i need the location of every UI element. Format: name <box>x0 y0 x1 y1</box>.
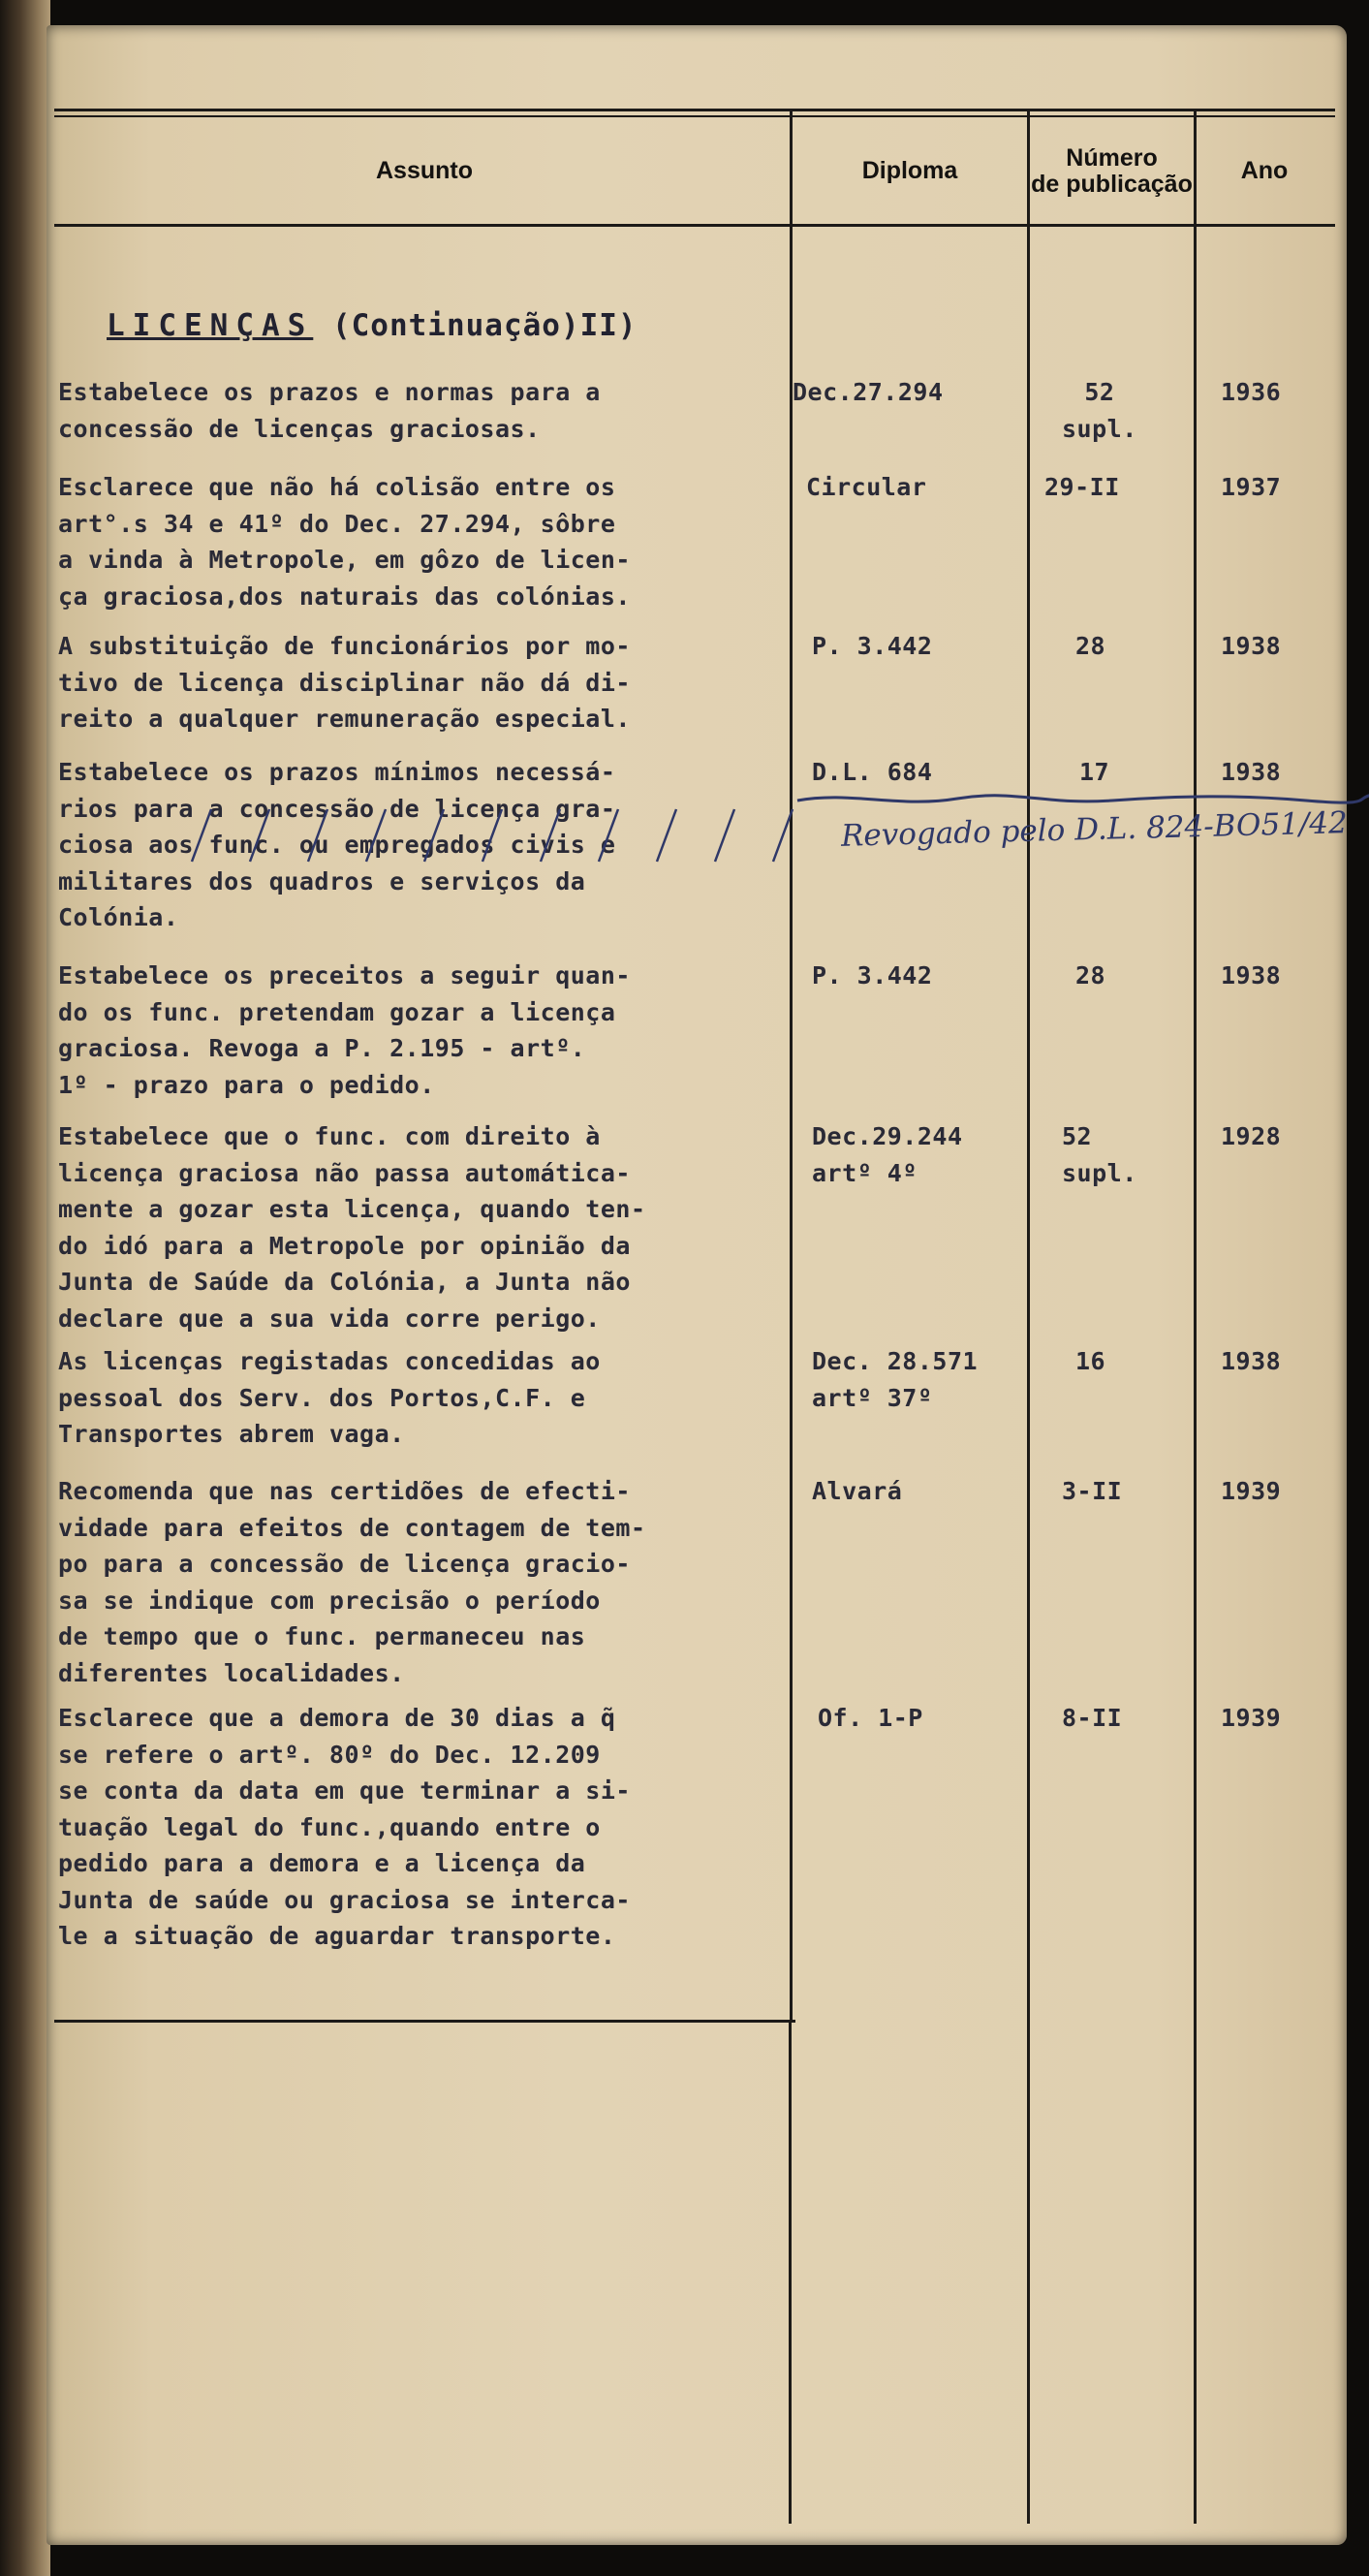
entry-2-year: 1937 <box>1221 473 1282 501</box>
section-title-main: LICENÇAS <box>107 308 314 343</box>
entry-6-diploma: Dec.29.244 artº 4º <box>812 1122 963 1187</box>
entry-4-year: 1938 <box>1221 758 1282 786</box>
header-diploma: Diploma <box>861 156 958 184</box>
section-title-suffix: (Continuação)II) <box>313 308 638 343</box>
header-publication-number: Número de publicação <box>1031 144 1193 198</box>
entry-3-diploma: P. 3.442 <box>812 632 933 660</box>
entry-8-year: 1939 <box>1221 1477 1282 1505</box>
entry-3-subject: A substituição de funcionários por mo- tivo de licença disciplinar não dá di- reito a qualquer remuneração especial. <box>58 632 631 733</box>
ledger-page <box>47 25 1347 2545</box>
entry-6-year: 1928 <box>1221 1122 1282 1150</box>
entry-9-publication: 8-II <box>1062 1704 1123 1732</box>
entry-9-diploma: Of. 1-P <box>818 1704 923 1732</box>
column-rule-diploma <box>789 2020 792 2524</box>
column-rule-number <box>1027 110 1030 2524</box>
entry-7-year: 1938 <box>1221 1347 1282 1375</box>
entry-7-publication: 16 <box>1075 1347 1106 1375</box>
entry-1-subject: Estabelece os prazos e normas para a concessão de licenças graciosas. <box>58 378 601 443</box>
column-rule-year <box>1194 110 1197 2524</box>
top-rule-2 <box>54 115 1335 117</box>
entry-5-publication: 28 <box>1075 961 1106 990</box>
entry-9-year: 1939 <box>1221 1704 1282 1732</box>
entry-6-publication: 52 supl. <box>1062 1122 1137 1187</box>
entry-8-publication: 3-II <box>1062 1477 1123 1505</box>
entry-1-year: 1936 <box>1221 378 1282 406</box>
entry-7-diploma: Dec. 28.571 artº 37º <box>812 1347 979 1412</box>
entry-1-diploma: Dec.27.294 <box>793 378 944 406</box>
entry-2-publication: 29-II <box>1044 473 1120 501</box>
book-spine <box>0 0 50 2576</box>
section-title <box>107 308 638 343</box>
handwritten-revocation-note: Revogado pelo D.L. 824-BO51/42 <box>840 805 1349 854</box>
entry-6-subject: Estabelece que o func. com direito à licença graciosa não passa automática- mente a gozar esta licença, quando ten- do idó para a Metropole por opinião da Junta de Saúde da Colónia, a Junta não declare que a sua vida corre perigo. <box>58 1122 646 1333</box>
entry-8-diploma: Alvará <box>812 1477 903 1505</box>
header-bottom-rule <box>54 224 1335 227</box>
top-rule <box>54 109 1335 111</box>
body-bottom-rule <box>54 2020 795 2023</box>
entry-2-subject: Esclarece que não há colisão entre os art°.s 34 e 41º do Dec. 27.294, sôbre a vinda à Metropole, em gôzo de licen- ça graciosa,dos naturais das colónias. <box>58 473 631 611</box>
entry-9-subject: Esclarece que a demora de 30 dias a q̃ se refere o artº. 80º do Dec. 12.209 se conta da data em que terminar a si- tuação legal do func.,quando entre o pedido para a demora e a licença da Junta de saúde ou graciosa se interca- le a situação de aguardar transporte. <box>58 1704 631 1950</box>
entry-2-diploma: Circular <box>806 473 927 501</box>
entry-4-publication: 17 <box>1079 758 1110 786</box>
entry-4-subject: Estabelece os prazos mínimos necessá- rios para a concessão de licença gra- ciosa aos func. ou empregados civis e militares dos quadros e serviços da Colónia. <box>58 758 616 931</box>
cancellation-hatching <box>105 805 802 864</box>
entry-5-subject: Estabelece os preceitos a seguir quan- do os func. pretendam gozar a licença graciosa. Revoga a P. 2.195 - artº. 1º - prazo para o pedido. <box>58 961 631 1099</box>
header-subject: Assunto <box>376 156 473 184</box>
entry-3-publication: 28 <box>1075 632 1106 660</box>
entry-3-year: 1938 <box>1221 632 1282 660</box>
entry-5-year: 1938 <box>1221 961 1282 990</box>
entry-8-subject: Recomenda que nas certidões de efecti- vidade para efeitos de contagem de tem- po para a concessão de licença gracio- sa se indique com precisão o período de tempo que o func. permaneceu nas diferentes localidades. <box>58 1477 646 1687</box>
entry-1-publication: 52 supl. <box>1062 378 1137 443</box>
entry-4-diploma: D.L. 684 <box>812 758 933 786</box>
entry-5-diploma: P. 3.442 <box>812 961 933 990</box>
header-year: Ano <box>1240 156 1289 184</box>
entry-7-subject: As licenças registadas concedidas ao pessoal dos Serv. dos Portos,C.F. e Transportes abrem vaga. <box>58 1347 601 1448</box>
